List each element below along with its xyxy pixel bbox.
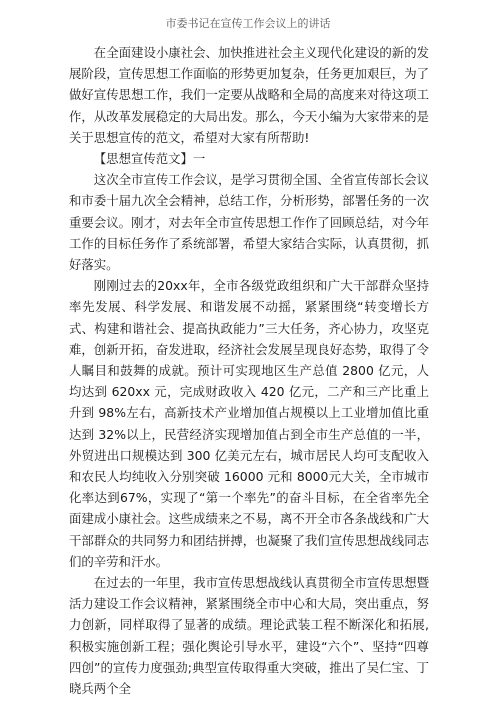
page-title: 市委书记在宣传工作会议上的讲话 [165,17,331,30]
document-body [69,42,429,699]
section-heading: 【思想宣传范文】一 [93,151,206,167]
paragraph: 刚刚过去的20xx年，全市各级党政组织和广大干部群众坚持率先发展、科学发展、和谐发展不动摇，紧紧围绕“转变增长方式、构建和谐社会、提高执政能力”三大任务，齐心协力，攻坚克难，创新开拓，奋发进取，经济社会发展呈现良好态势，取得了令人瞩目和鼓舞的成就。预计可实现地区生产总值 2800 亿元，人均达到 620xx 元，完成财政收入 420 亿元，二产和三产比重上升到 98%左右，高新技术产业增加值占规模以上工业增加值比重达到 32%以上，民营经济实现增加值占到全市生产总值的一半，外贸进出口规模达到 300 亿美元左右，城市居民人均可支配收入和农民人均纯收入分别突破 16000 元和 8000元大关，全市城市化率达到67%，实现了“第一个率先”的奋斗目标，在全省率先全面建成小康社会。这些成绩来之不易，离不开全市各条战线和广大干部群众的共同努力和团结拼搏，也凝聚了我们宣传思想战线同志们的辛劳和汗水。 [69,278,429,569]
paragraph: 在过去的一年里，我市宣传思想战线认真贯彻全市宣传思想暨活力建设工作会议精神，紧紧围绕全市中心和大局，突出重点，努力创新，同样取得了显著的成绩。理论武装工程不断深化和拓展,积极实施创新工程；强化舆论引导水平，建设“六个”、坚持“四尊四创”的宣传力度强劲;典型宣传取得重大突破，推出了吴仁宝、丁晓兵两个全 [69,575,429,697]
paragraph-intro: 在全面建设小康社会、加快推进社会主义现代化建设的新的发展阶段，宣传思想工作面临的形势更加复杂，任务更加艰巨，为了做好宣传思想工作，我们一定要从战略和全局的高度来对待这项工作，从改革发展稳定的大局出发。那么，今天小编为大家带来的是关于思想宣传的范文，希望对大家有所帮助! [69,45,429,145]
paragraph: 这次全市宣传工作会议，是学习贯彻全国、全省宣传部长会议和市委十届九次全会精神，总结工作，分析形势，部署任务的一次重要会议。刚才，对去年全市宣传思想工作作了回顾总结，对今年工作的目标任务作了系统部署，希望大家结合实际，认真贯彻，抓好落实。 [69,172,429,273]
